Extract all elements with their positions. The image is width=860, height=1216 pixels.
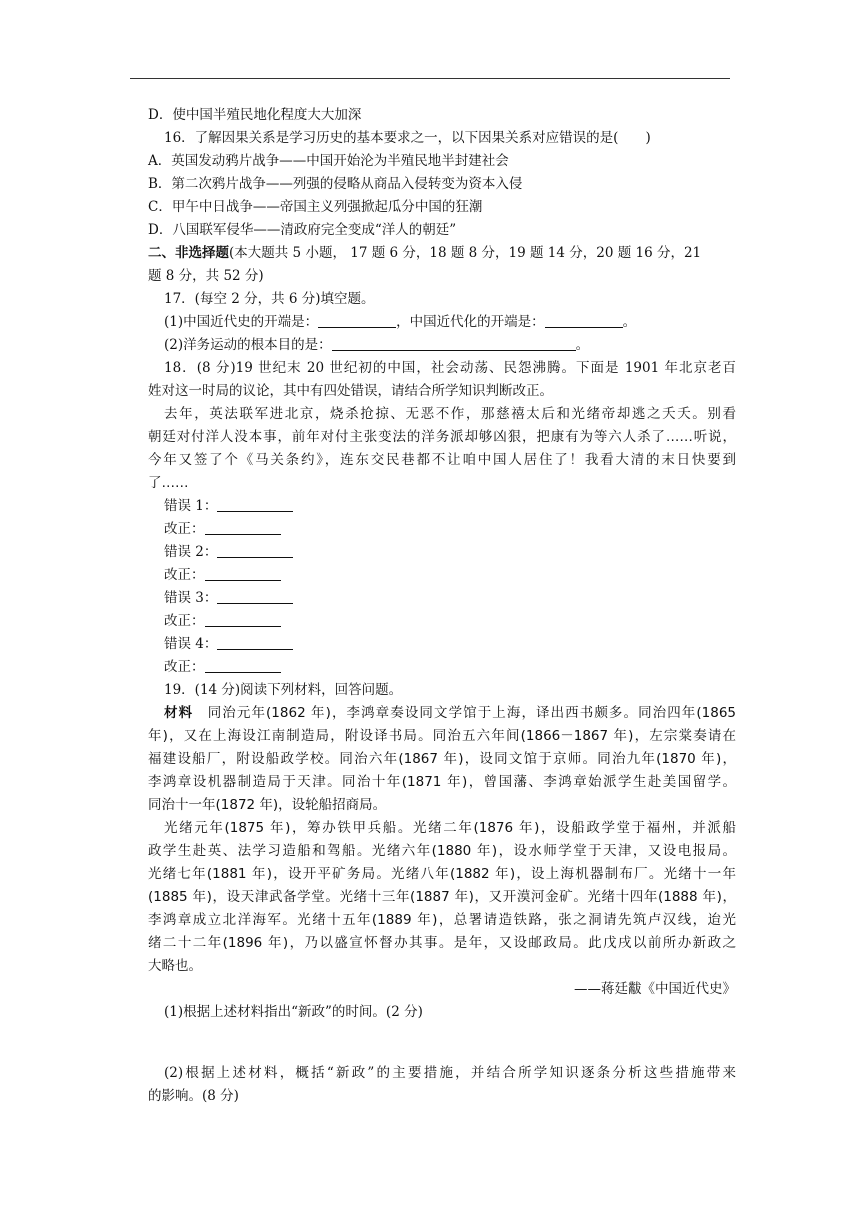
q17-part2	[164, 334, 589, 356]
q18-stem-line1: 18．(8 分)19 世纪末 20 世纪初的中国，社会动荡、民怨沸腾。下面是 1901 年北京老百	[164, 360, 736, 376]
q18-quote-line1: 去年，英法联军进北京，烧杀抢掠、无恶不作，那慈禧太后和光绪帝却逃之夭夭。别看	[164, 406, 736, 422]
error-2-blank[interactable]	[217, 543, 293, 558]
q19-material-line6: 光绪元年(1875 年)，筹办铁甲兵船。光绪二年(1876 年)，设船政学堂于福州，并派船	[164, 820, 736, 836]
error-2-label: 错误 2：	[164, 544, 218, 560]
error-4-label: 错误 4：	[164, 636, 218, 652]
q18-error-1	[164, 495, 293, 517]
error-1-blank[interactable]	[217, 497, 293, 512]
q19-material-line3: 福建设船厂，附设船政学校。同治六年(1867 年)，设同文馆于京师。同治九年(1870 年)，	[148, 751, 736, 767]
q16-option-b: B．第二次鸦片战争——列强的侵略从商品入侵转变为资本入侵	[148, 176, 523, 192]
q18-quote-line4: 了……	[148, 475, 189, 491]
q17-blank-2[interactable]	[545, 313, 623, 328]
q17-p1-mid: ，中国近代化的开端是：	[396, 314, 545, 330]
q19-sub1: (1)根据上述材料指出“新政”的时间。(2 分)	[164, 1004, 423, 1020]
error-3-label: 错误 3：	[164, 590, 218, 606]
q16-option-c: C．甲午中日战争——帝国主义列强掀起瓜分中国的狂潮	[148, 199, 483, 215]
q19-material-line1	[164, 702, 736, 724]
section-2-title: 二、非选择题	[148, 245, 229, 261]
q18-fix-2	[164, 564, 281, 586]
q19-stem: 19．(14 分)阅读下列材料，回答问题。	[164, 682, 403, 698]
q19-material-line7: 政学生赴英、法学习造船和驾船。光绪六年(1880 年)，设水师学堂于天津，又设电报局。	[148, 843, 736, 859]
q18-quote-line3: 今年又签了个《马关条约》，连东交民巷都不让咱中国人居住了！我看大清的末日快要到	[148, 452, 736, 468]
q19-source: ——蒋廷黻《中国近代史》	[574, 981, 736, 997]
q17-blank-3[interactable]	[332, 336, 576, 351]
q17-p1-end: 。	[622, 314, 637, 330]
q18-fix-3	[164, 610, 281, 632]
q19-material-line11: 绪二十二年(1896 年)，乃以盛宣怀督办其事。是年，又设邮政局。此戊戌以前所办新政之	[148, 935, 736, 951]
q17-part1	[164, 311, 636, 333]
q19-material-line2: 年)，又在上海设江南制造局，附设译书局。同治五六年间(1866－1867 年)，左宗棠奏请在	[148, 728, 736, 744]
q19-material-line12: 大略也。	[148, 958, 202, 974]
section-2-desc-cont: 题 8 分，共 52 分)	[148, 268, 264, 284]
q17-p2-prefix: (2)洋务运动的根本目的是：	[164, 337, 332, 353]
q18-fix-4	[164, 656, 281, 678]
q19-material-line9: (1885 年)，设天津武备学堂。光绪十三年(1887 年)，又开漠河金矿。光绪十四年(1888 年)，	[148, 889, 736, 905]
fix-1-blank[interactable]	[205, 520, 281, 535]
fix-4-blank[interactable]	[205, 658, 281, 673]
fix-1-label: 改正：	[164, 521, 205, 537]
fix-2-blank[interactable]	[205, 566, 281, 581]
q17-p1-prefix: (1)中国近代史的开端是：	[164, 314, 319, 330]
fix-3-label: 改正：	[164, 613, 205, 629]
q18-fix-1	[164, 518, 281, 540]
q19-sub2-line1: (2)根据上述材料，概括“新政”的主要措施，并结合所学知识逐条分析这些措施带来	[164, 1065, 736, 1081]
q15-option-d: D．使中国半殖民地化程度大大加深	[148, 107, 362, 123]
material-label: 材料	[164, 705, 194, 721]
q19-material-line5: 同治十一年(1872 年)，设轮船招商局。	[148, 797, 387, 813]
q18-error-2	[164, 541, 293, 563]
q17-stem: 17．(每空 2 分，共 6 分)填空题。	[164, 291, 375, 307]
q17-blank-1[interactable]	[318, 313, 396, 328]
q18-error-4	[164, 633, 293, 655]
q16-stem: 16．了解因果关系是学习历史的基本要求之一，以下因果关系对应错误的是( )	[164, 130, 651, 146]
q19-material-line10: 李鸿章成立北洋海军。光绪十五年(1889 年)，总署请造铁路，张之洞请先筑卢汉线，迨光	[148, 912, 736, 928]
error-4-blank[interactable]	[217, 635, 293, 650]
q16-option-d: D．八国联军侵华——清政府完全变成“洋人的朝廷”	[148, 222, 457, 238]
q19-sub2-line2: 的影响。(8 分)	[148, 1088, 239, 1104]
header-rule	[130, 78, 730, 79]
section-2-heading	[148, 242, 701, 264]
q18-error-3	[164, 587, 293, 609]
fix-3-blank[interactable]	[205, 612, 281, 627]
material-text-1: 同治元年(1862 年)，李鸿章奏设同文学馆于上海，译出西书颇多。同治四年(1865	[207, 705, 736, 721]
q19-material-line4: 李鸿章设机器制造局于天津。同治十年(1871 年)，曾国藩、李鸿章始派学生赴美国留学。	[148, 774, 736, 790]
fix-4-label: 改正：	[164, 659, 205, 675]
fix-2-label: 改正：	[164, 567, 205, 583]
error-1-label: 错误 1：	[164, 498, 218, 514]
q18-quote-line2: 朝廷对付洋人没本事，前年对付主张变法的洋务派却够凶狠，把康有为等六人杀了……听说，	[148, 429, 736, 445]
q17-p2-end: 。	[575, 337, 590, 353]
q16-option-a: A．英国发动鸦片战争——中国开始沦为半殖民地半封建社会	[148, 153, 509, 169]
section-2-desc: (本大题共 5 小题， 17 题 6 分，18 题 8 分，19 题 14 分，20 题 16 分，21	[229, 245, 702, 261]
error-3-blank[interactable]	[217, 589, 293, 604]
q18-stem-line2: 姓对这一时局的议论，其中有四处错误，请结合所学知识判断改正。	[148, 383, 553, 399]
q19-material-line8: 光绪七年(1881 年)，设开平矿务局。光绪八年(1882 年)，设上海机器制布厂。光绪十一年	[148, 866, 736, 882]
